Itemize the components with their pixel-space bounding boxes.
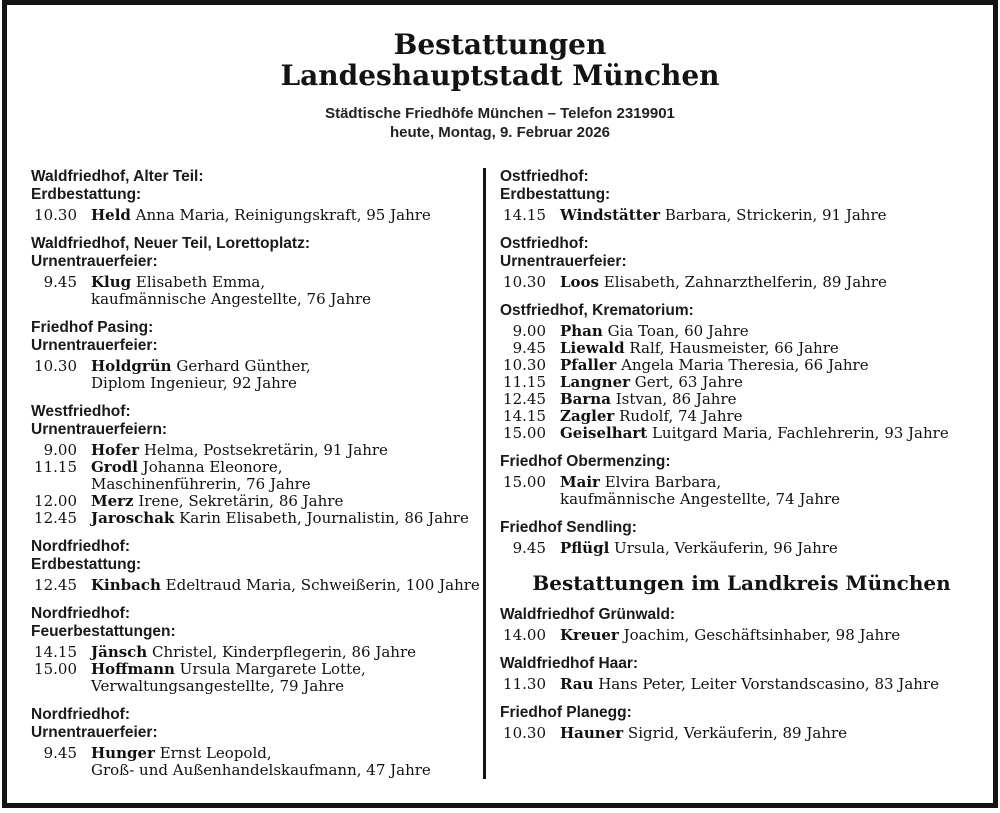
entry-text: Phan Gia Toan, 60 Jahre bbox=[560, 322, 749, 340]
funeral-entry bbox=[500, 676, 983, 693]
entry-continuation: Groß- und Außenhandelskaufmann, 47 Jahre bbox=[91, 761, 431, 779]
entry-time: 14.15 bbox=[503, 407, 546, 425]
entry-time: 11.15 bbox=[503, 373, 546, 391]
funeral-entry bbox=[31, 745, 483, 762]
section-heading: Nordfriedhof: bbox=[31, 538, 131, 555]
entry-time: 14.15 bbox=[503, 206, 546, 224]
deceased-name: Hofer bbox=[91, 441, 140, 459]
entry-time: 11.30 bbox=[503, 675, 546, 693]
funeral-entry bbox=[31, 661, 483, 678]
section-heading: Feuerbestattungen: bbox=[31, 623, 176, 640]
entry-time: 9.45 bbox=[43, 273, 77, 291]
cemetery-section bbox=[500, 302, 983, 442]
entry-continuation: kaufmännische Angestellte, 74 Jahre bbox=[560, 490, 841, 508]
entry-text: Holdgrün Gerhard Günther, bbox=[91, 357, 311, 375]
deceased-name: Jänsch bbox=[91, 643, 148, 661]
cemetery-section bbox=[31, 168, 483, 224]
entry-time: 12.45 bbox=[34, 576, 77, 594]
funeral-entry bbox=[500, 474, 983, 491]
cemetery-section bbox=[500, 519, 983, 557]
entry-text: Pfaller Angela Maria Theresia, 66 Jahre bbox=[560, 356, 869, 374]
entry-time: 11.15 bbox=[34, 458, 77, 476]
deceased-name: Klug bbox=[91, 273, 132, 291]
entry-list bbox=[31, 745, 483, 779]
entry-text: Zagler Rudolf, 74 Jahre bbox=[560, 407, 743, 425]
entry-time: 15.00 bbox=[503, 473, 546, 491]
entry-text: Hofer Helma, Postsekretärin, 91 Jahre bbox=[91, 441, 388, 459]
entry-time: 9.00 bbox=[512, 322, 546, 340]
funeral-entry bbox=[31, 644, 483, 661]
deceased-name: Pfaller bbox=[560, 356, 617, 374]
right-column bbox=[486, 168, 993, 779]
entry-continuation: Maschinenführerin, 76 Jahre bbox=[91, 475, 311, 493]
entry-text: Hunger Ernst Leopold, bbox=[91, 744, 272, 762]
funeral-entry bbox=[500, 391, 983, 408]
section-heading: Urnentrauerfeier: bbox=[31, 724, 158, 741]
funeral-entry bbox=[500, 274, 983, 291]
deceased-name: Hauner bbox=[560, 724, 624, 742]
header-date-line: heute, Montag, 9. Februar 2026 bbox=[389, 124, 611, 141]
left-column bbox=[31, 168, 483, 779]
landkreis-section-title: Bestattungen im Landkreis München bbox=[532, 571, 951, 595]
funeral-entry bbox=[500, 323, 983, 340]
entry-list bbox=[500, 725, 983, 742]
deceased-name: Jaroschak bbox=[91, 509, 175, 527]
cemetery-section bbox=[31, 403, 483, 527]
cemetery-section bbox=[500, 704, 983, 742]
section-heading: Waldfriedhof, Alter Teil: bbox=[31, 168, 204, 185]
deceased-name: Liewald bbox=[560, 339, 625, 357]
deceased-name: Kreuer bbox=[560, 626, 619, 644]
deceased-name: Geiselhart bbox=[560, 424, 648, 442]
entry-list bbox=[31, 577, 483, 594]
section-heading: Erdbestattung: bbox=[31, 186, 142, 203]
deceased-name: Phan bbox=[560, 322, 603, 340]
section-heading: Waldfriedhof Grünwald: bbox=[500, 606, 676, 623]
funeral-entry bbox=[500, 207, 983, 224]
entry-list bbox=[500, 627, 983, 644]
funeral-entry bbox=[31, 274, 483, 291]
entry-continuation: Verwaltungsangestellte, 79 Jahre bbox=[91, 677, 344, 695]
funeral-entry bbox=[500, 340, 983, 357]
entry-time: 10.30 bbox=[34, 206, 77, 224]
funeral-entry bbox=[500, 425, 983, 442]
entry-text: Hauner Sigrid, Verkäuferin, 89 Jahre bbox=[560, 724, 848, 742]
entry-time: 10.30 bbox=[503, 273, 546, 291]
section-heading: Erdbestattung: bbox=[500, 186, 611, 203]
header-contact-line: Städtische Friedhöfe München – Telefon 2319901 bbox=[325, 105, 675, 122]
section-heading: Westfriedhof: bbox=[31, 403, 131, 420]
entry-time: 15.00 bbox=[34, 660, 77, 678]
entry-text: Rau Hans Peter, Leiter Vorstandscasino, 83 Jahre bbox=[560, 675, 939, 693]
entry-time: 12.00 bbox=[34, 492, 77, 510]
entry-continuation: kaufmännische Angestellte, 76 Jahre bbox=[91, 290, 372, 308]
section-heading: Urnentrauerfeiern: bbox=[31, 421, 168, 438]
cemetery-section bbox=[31, 706, 483, 779]
section-heading: Urnentrauerfeier: bbox=[31, 253, 158, 270]
deceased-name: Barna bbox=[560, 390, 611, 408]
cemetery-section bbox=[31, 538, 483, 594]
deceased-name: Grodl bbox=[91, 458, 138, 476]
deceased-name: Zagler bbox=[560, 407, 615, 425]
entry-text: Jaroschak Karin Elisabeth, Journalistin, 86 Jahre bbox=[91, 509, 469, 527]
deceased-name: Hunger bbox=[91, 744, 155, 762]
entry-text: Pflügl Ursula, Verkäuferin, 96 Jahre bbox=[560, 539, 838, 557]
entry-text: Geiselhart Luitgard Maria, Fachlehrerin, 93 Jahre bbox=[560, 424, 949, 442]
section-heading: Nordfriedhof: bbox=[31, 605, 131, 622]
funeral-entry bbox=[500, 540, 983, 557]
funeral-entry bbox=[500, 374, 983, 391]
entry-list bbox=[31, 442, 483, 527]
funeral-entry bbox=[31, 358, 483, 375]
entry-time: 9.45 bbox=[512, 339, 546, 357]
entry-continuation: Diplom Ingenieur, 92 Jahre bbox=[91, 374, 297, 392]
entry-list bbox=[31, 207, 483, 224]
cemetery-section bbox=[31, 319, 483, 392]
entry-text: Barna Istvan, 86 Jahre bbox=[560, 390, 737, 408]
cemetery-section bbox=[500, 453, 983, 508]
entry-list bbox=[500, 207, 983, 224]
section-heading: Waldfriedhof, Neuer Teil, Lorettoplatz: bbox=[31, 235, 310, 252]
entry-list bbox=[500, 540, 983, 557]
entry-text: Held Anna Maria, Reinigungskraft, 95 Jahre bbox=[91, 206, 431, 224]
deceased-name: Langner bbox=[560, 373, 631, 391]
section-heading: Friedhof Obermenzing: bbox=[500, 453, 671, 470]
entry-list bbox=[500, 274, 983, 291]
page-title-line-1: Bestattungen bbox=[393, 28, 607, 61]
entry-text: Mair Elvira Barbara, bbox=[560, 473, 722, 491]
section-heading: Ostfriedhof, Krematorium: bbox=[500, 302, 694, 319]
section-heading: Nordfriedhof: bbox=[31, 706, 131, 723]
funeral-entry bbox=[31, 510, 483, 527]
section-heading: Friedhof Planegg: bbox=[500, 704, 632, 721]
entry-text: Kreuer Joachim, Geschäftsinhaber, 98 Jahre bbox=[560, 626, 901, 644]
funeral-entry bbox=[31, 577, 483, 594]
cemetery-section bbox=[500, 655, 983, 693]
deceased-name: Windstätter bbox=[560, 206, 661, 224]
section-heading: Ostfriedhof: bbox=[500, 235, 589, 252]
entry-text: Grodl Johanna Eleonore, bbox=[91, 458, 283, 476]
deceased-name: Kinbach bbox=[91, 576, 161, 594]
cemetery-section bbox=[500, 168, 983, 224]
funeral-entry bbox=[31, 442, 483, 459]
section-heading: Waldfriedhof Haar: bbox=[500, 655, 639, 672]
deceased-name: Merz bbox=[91, 492, 134, 510]
entry-text: Merz Irene, Sekretärin, 86 Jahre bbox=[91, 492, 344, 510]
cemetery-section bbox=[500, 235, 983, 291]
section-heading: Urnentrauerfeier: bbox=[500, 253, 627, 270]
funeral-entry bbox=[31, 493, 483, 510]
entry-text: Kinbach Edeltraud Maria, Schweißerin, 100 Jahre bbox=[91, 576, 480, 594]
deceased-name: Mair bbox=[560, 473, 600, 491]
funeral-entry bbox=[31, 207, 483, 224]
entry-text: Klug Elisabeth Emma, bbox=[91, 273, 266, 291]
funeral-entry bbox=[500, 408, 983, 425]
entry-text: Liewald Ralf, Hausmeister, 66 Jahre bbox=[560, 339, 839, 357]
deceased-name: Held bbox=[91, 206, 131, 224]
entry-time: 12.45 bbox=[34, 509, 77, 527]
listing-columns bbox=[7, 168, 993, 779]
cemetery-section bbox=[31, 235, 483, 308]
entry-text: Loos Elisabeth, Zahnarzthelferin, 89 Jahre bbox=[560, 273, 887, 291]
cemetery-section bbox=[500, 606, 983, 644]
cemetery-section bbox=[31, 605, 483, 695]
entry-text: Windstätter Barbara, Strickerin, 91 Jahre bbox=[560, 206, 887, 224]
deceased-name: Loos bbox=[560, 273, 600, 291]
entry-text: Langner Gert, 63 Jahre bbox=[560, 373, 743, 391]
entry-list bbox=[500, 474, 983, 508]
deceased-name: Hoffmann bbox=[91, 660, 175, 678]
entry-text: Hoffmann Ursula Margarete Lotte, bbox=[91, 660, 366, 678]
entry-list bbox=[500, 323, 983, 442]
page-header bbox=[7, 5, 993, 142]
entry-time: 14.00 bbox=[503, 626, 546, 644]
entry-time: 9.45 bbox=[512, 539, 546, 557]
entry-list bbox=[31, 274, 483, 308]
entry-list bbox=[500, 676, 983, 693]
entry-list bbox=[31, 644, 483, 695]
entry-time: 12.45 bbox=[503, 390, 546, 408]
entry-list bbox=[31, 358, 483, 392]
entry-time: 14.15 bbox=[34, 643, 77, 661]
page-title-line-2: Landeshauptstadt München bbox=[280, 59, 720, 92]
section-heading: Friedhof Sendling: bbox=[500, 519, 637, 536]
deceased-name: Pflügl bbox=[560, 539, 610, 557]
section-heading: Erdbestattung: bbox=[31, 556, 142, 573]
section-heading: Ostfriedhof: bbox=[500, 168, 589, 185]
deceased-name: Rau bbox=[560, 675, 594, 693]
entry-time: 10.30 bbox=[503, 724, 546, 742]
entry-time: 9.00 bbox=[43, 441, 77, 459]
entry-time: 15.00 bbox=[503, 424, 546, 442]
page-border bbox=[2, 0, 998, 808]
funeral-entry bbox=[500, 627, 983, 644]
section-heading: Friedhof Pasing: bbox=[31, 319, 154, 336]
section-heading: Urnentrauerfeier: bbox=[31, 337, 158, 354]
entry-time: 10.30 bbox=[503, 356, 546, 374]
funeral-entry bbox=[500, 357, 983, 374]
deceased-name: Holdgrün bbox=[91, 357, 172, 375]
entry-time: 9.45 bbox=[43, 744, 77, 762]
entry-text: Jänsch Christel, Kinderpflegerin, 86 Jahre bbox=[91, 643, 416, 661]
funeral-entry bbox=[500, 725, 983, 742]
funeral-entry bbox=[31, 459, 483, 476]
entry-time: 10.30 bbox=[34, 357, 77, 375]
